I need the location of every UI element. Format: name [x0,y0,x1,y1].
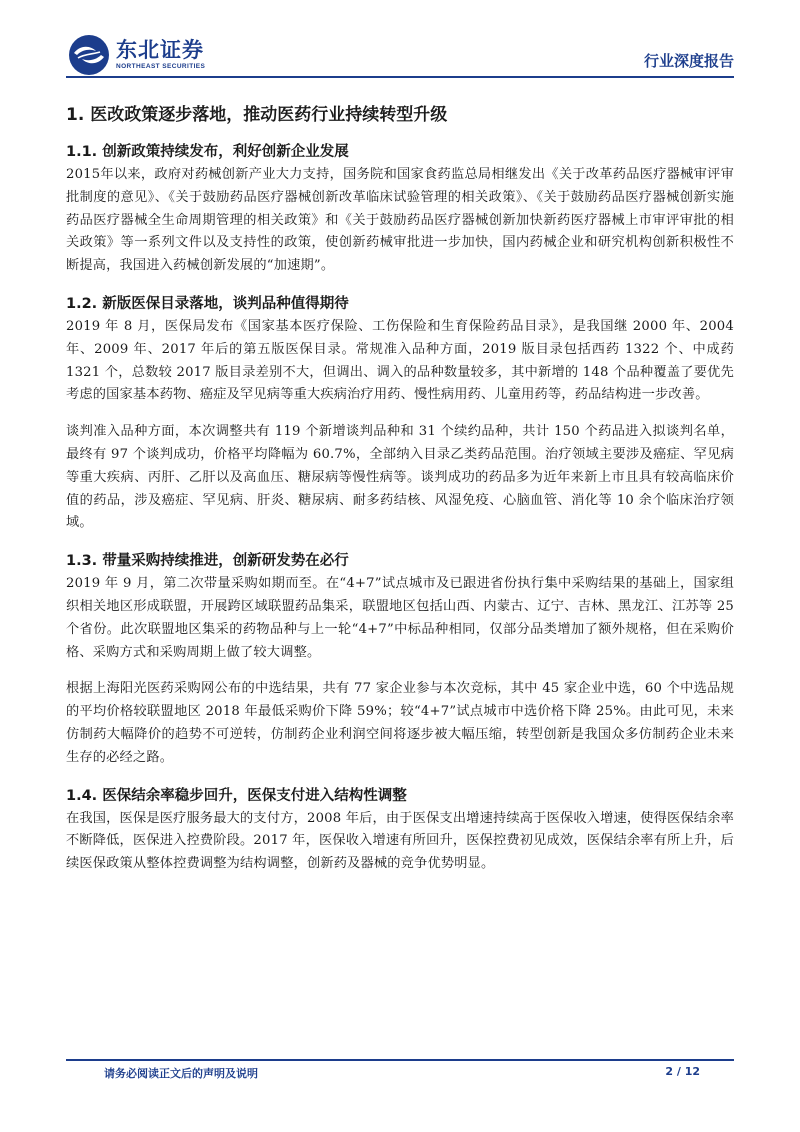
logo-name-cn: 东北证券 [116,38,204,62]
page-number: 2 / 12 [665,1065,700,1078]
footer-divider [66,1059,734,1061]
section-heading: 1.3. 带量采购持续推进，创新研发势在必行 [66,553,349,570]
footer-disclaimer: 请务必阅读正文后的声明及说明 [104,1067,258,1080]
paragraph: 在我国，医保是医疗服务最大的支付方，2008 年后，由于医保支出增速持续高于医保收入增速，使得医保结余率不断降低，医保进入控费阶段。2017 年，医保收入增速有所回升，医保控费初见成效，医保结余率有所上升，后续医保政策从整体控费调整为结构调整，创新药及器械的竞争优势明显。 [66,810,734,872]
section-1-4 [66,784,734,876]
header-divider [66,76,734,78]
paragraph: 2019 年 8 月，医保局发布《国家基本医疗保险、工伤保险和生育保险药品目录》，是我国继 2000 年、2004 年、2009 年、2017 年后的第五版医保目录。常规准入品种方面，2019 版目录包括西药 1322 个、中成药 1321 个，总数较 2017 版目录差别不大，但调出、调入的品种数量较多，其中新增的 148 个品种覆盖了要优先考虑的国家基本药物、癌症及罕见病等重大疾病治疗用药、慢性病用药、儿童用药等，药品结构进一步改善。 [66,318,734,403]
paragraph: 谈判准入品种方面，本次调整共有 119 个新增谈判品种和 31 个续约品种，共计 150 个药品进入拟谈判名单，最终有 97 个谈判成功，价格平均降幅为 60.7%，全部纳入目录乙类药品范围。治疗领域主要涉及癌症、罕见病等重大疾病、丙肝、乙肝以及高血压、糖尿病等慢性病等。谈判成功的药品多为近年来新上市且具有较高临床价值的药品，涉及癌症、罕见病、肝炎、糖尿病、耐多药结核、风湿免疫、心脑血管、消化等 10 余个临床治疗领域。 [66,424,734,531]
paragraph: 根据上海阳光医药采购网公布的中选结果，共有 77 家企业参与本次竞标，其中 45 家企业中选，60 个中选品规的平均价格较联盟地区 2018 年最低采购价下降 59%；较“4+7”试点城市中选价格下降 25%。由此可见，未来仿制药大幅降价的趋势不可逆转，仿制药企业利润空间将逐步被大幅压缩，转型创新是我国众多仿制药企业未来生存的必经之路。 [66,681,734,765]
report-type-label: 行业深度报告 [643,52,734,70]
document-body [66,92,734,890]
section-1-3 [66,549,734,769]
paragraph: 2019 年 9 月，第二次带量采购如期而至。在“4+7”试点城市及已跟进省份执行集中采购结果的基础上，国家组织相关地区形成联盟，开展跨区域联盟药品集采，联盟地区包括山西、内蒙古、辽宁、吉林、黑龙江、江苏等 25 个省份。此次联盟地区集采的药物品种与上一轮“4+7”中标品种相同，仅部分品类增加了额外规格，但在采购价格、采购方式和采购周期上做了较大调整。 [66,576,734,660]
logo-mark-icon [68,34,110,76]
section-1-1 [66,140,734,278]
section-heading: 1.2. 新版医保目录落地，谈判品种值得期待 [66,295,349,312]
section-1-2 [66,292,734,535]
section-heading: 1.4. 医保结余率稳步回升，医保支付进入结构性调整 [66,787,407,804]
paragraph: 2015年以来，政府对药械创新产业大力支持，国务院和国家食药监总局相继发出《关于改革药品医疗器械审评审批制度的意见》、《关于鼓励药品医疗器械创新改革临床试验管理的相关政策》、《关于鼓励药品医疗器械创新实施药品医疗器械全生命周期管理的相关政策》和《关于鼓励药品医疗器械创新加快新药医疗器械上市审评审批的相关政策》等一系列文件以及支持性的政策，使创新药械审批进一步加快，国内药械企业和研究机构创新积极性不断提高，我国进入药械创新发展的“加速期”。 [66,167,734,274]
chapter-title: 1. 医改政策逐步落地，推动医药行业持续转型升级 [66,105,448,125]
logo-name-en: NORTHEAST SECURITIES [116,63,206,70]
page-header [0,0,800,80]
company-logo [68,34,205,76]
section-heading: 1.1. 创新政策持续发布，利好创新企业发展 [66,144,349,160]
